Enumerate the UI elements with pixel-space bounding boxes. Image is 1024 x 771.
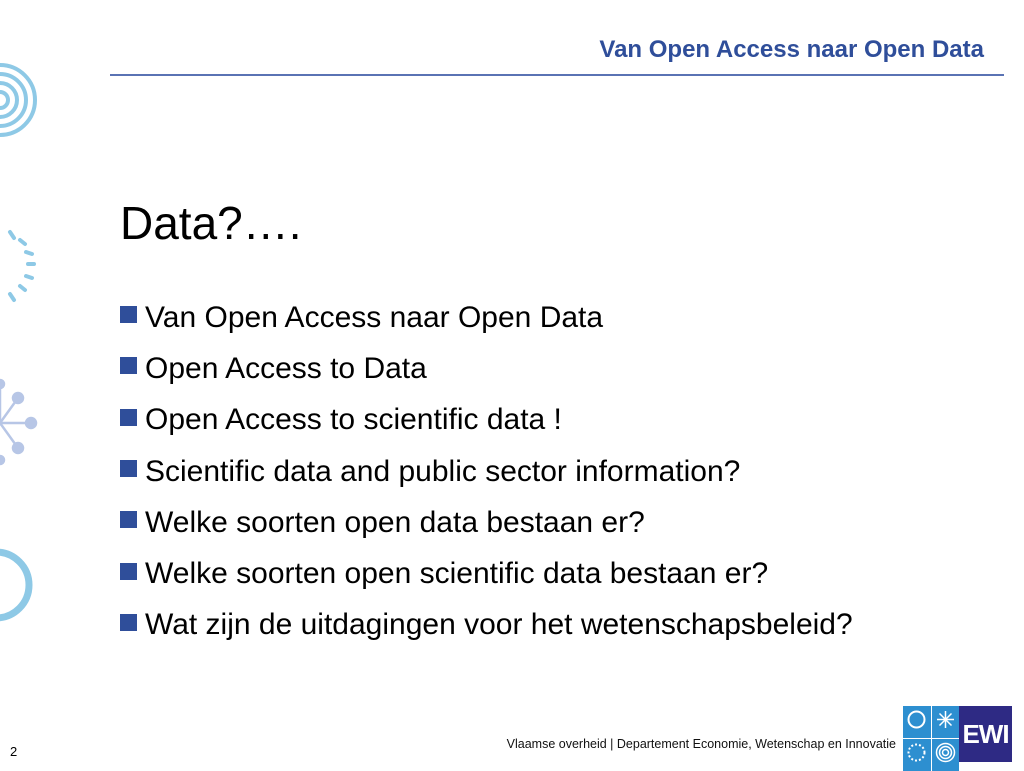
ewi-logo (903, 706, 1012, 762)
bullet-item (120, 395, 853, 446)
logo-circle-tile (903, 706, 931, 738)
bullet-text: Open Access to Data (145, 351, 427, 385)
dashed-circle-icon (10, 232, 34, 300)
logo-sun-tile (903, 739, 931, 771)
bullet-text: Scientific data and public sector information? (145, 454, 741, 488)
slide-title: Data?…. (120, 197, 302, 249)
header-divider (110, 74, 1004, 76)
bullet-item (120, 292, 853, 343)
snowflake-icon (932, 706, 959, 733)
footer-text: Vlaamse overheid | Departement Economie, Wetenschap en Innovatie (506, 737, 896, 751)
square-bullet-icon (120, 511, 137, 528)
square-bullet-icon (120, 306, 137, 323)
bullet-item (120, 497, 853, 548)
bullet-item (120, 548, 853, 599)
page-number: 2 (10, 744, 18, 759)
bullet-text: Van Open Access naar Open Data (145, 300, 604, 334)
bullet-item (120, 600, 853, 651)
network-node-icon (0, 380, 36, 464)
bullet-text: Welke soorten open scientific data bestaan er? (145, 557, 769, 591)
logo-spiral-tile (932, 739, 960, 771)
bullet-text: Open Access to scientific data ! (145, 403, 562, 437)
square-bullet-icon (120, 563, 137, 580)
bullet-list (120, 292, 853, 651)
bullet-text: Welke soorten open data bestaan er? (145, 505, 645, 539)
spiral-small-icon (932, 739, 959, 766)
logo-grid (903, 706, 959, 762)
square-bullet-icon (120, 614, 137, 631)
spiral-icon (0, 65, 35, 135)
logo-snowflake-tile (932, 706, 960, 738)
ring-icon (0, 552, 29, 618)
bullet-item (120, 343, 853, 394)
bullet-item (120, 446, 853, 497)
logo-text: EWI (959, 706, 1012, 762)
square-bullet-icon (120, 409, 137, 426)
bullet-text: Wat zijn de uitdagingen voor het wetenschapsbeleid? (145, 608, 853, 642)
square-bullet-icon (120, 357, 137, 374)
sun-icon (903, 739, 930, 766)
circle-icon (903, 706, 930, 733)
left-decoration (0, 0, 60, 640)
header-title: Van Open Access naar Open Data (599, 36, 984, 63)
square-bullet-icon (120, 460, 137, 477)
